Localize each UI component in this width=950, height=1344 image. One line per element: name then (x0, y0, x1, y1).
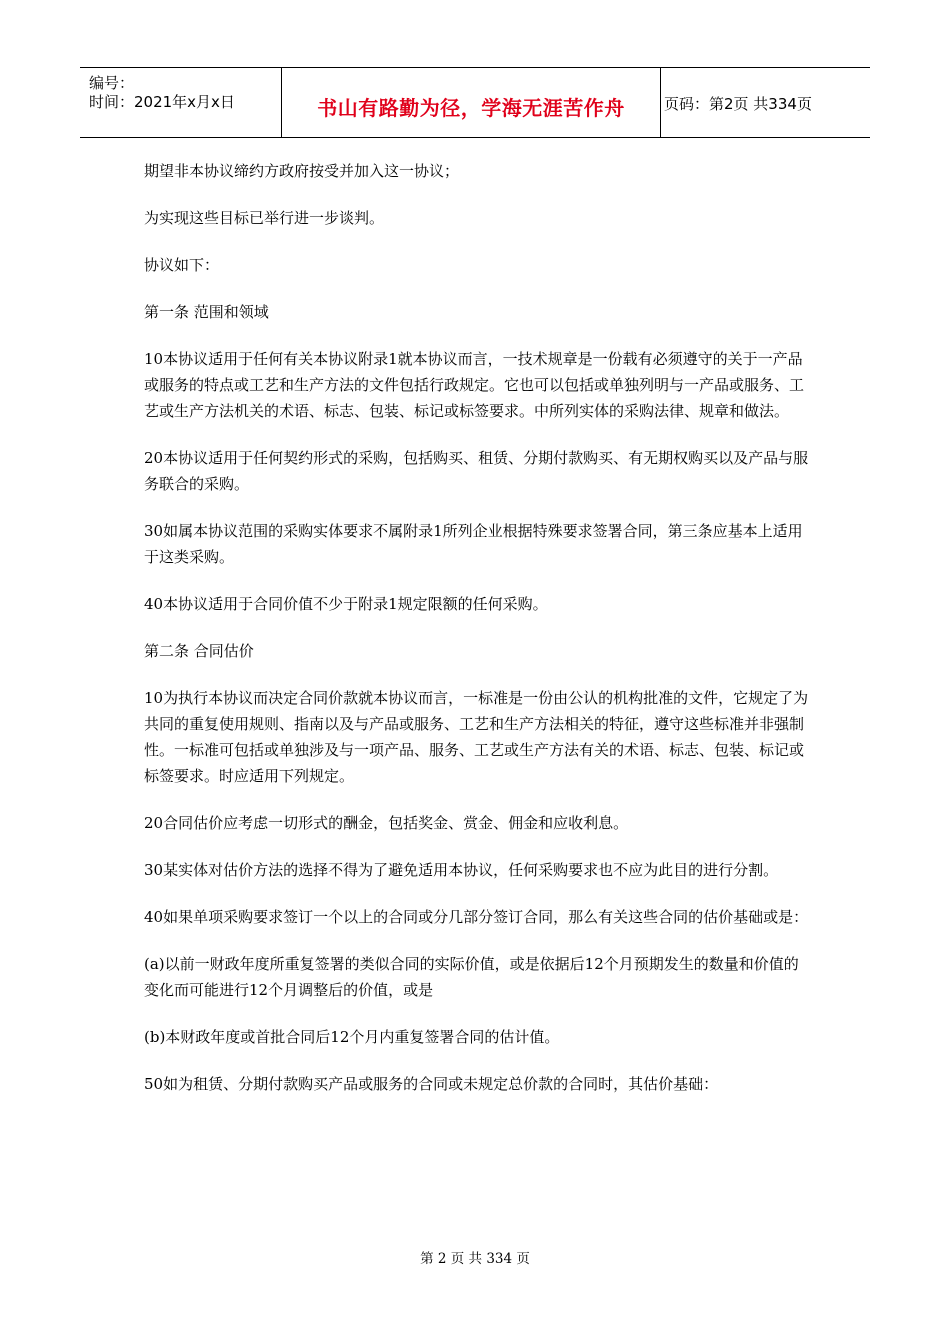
paragraph: 协议如下： (144, 256, 220, 274)
paragraph: 30某实体对估价方法的选择不得为了避免适用本协议，任何采购要求也不应为此目的进行分割。 (144, 861, 779, 879)
paragraph: 20本协议适用于任何契约形式的采购，包括购买、租赁、分期付款购买、有无期权购买以及产品与服务联合的采购。 (144, 449, 809, 493)
paragraph: (a)以前一财政年度所重复签署的类似合同的实际价值，或是依据后12个月预期发生的数量和价值的变化而可能进行12个月调整后的价值，或是 (144, 955, 799, 999)
paragraph: 20合同估价应考虑一切形式的酬金，包括奖金、赏金、佣金和应收利息。 (144, 814, 629, 832)
page-footer: 第 2 页 共 334 页 (420, 1251, 530, 1267)
paragraph: 10本协议适用于任何有关本协议附录1就本协议而言，一技术规章是一份载有必须遵守的关于一产品或服务的特点或工艺和生产方法的文件包括行政规定。它也可以包括或单独列明与一产品或服务、工艺或生产方法机关的术语、标志、包装、标记或标签要求。中所列实体的采购法律、规章和做法。 (144, 350, 805, 420)
header-page-info: 页码：第2页 共334页 (664, 95, 812, 113)
header-motto: 书山有路勤为径，学海无涯苦作舟 (317, 96, 625, 120)
header-center-cell (282, 68, 661, 137)
paragraph: 50如为租赁、分期付款购买产品或服务的合同或未规定总价款的合同时，其估价基础： (144, 1075, 719, 1093)
paragraph: 30如属本协议范围的采购实体要求不属附录1所列企业根据特殊要求签署合同，第三条应基本上适用于这类采购。 (144, 522, 803, 566)
section-heading: 第二条 合同估价 (144, 642, 254, 660)
paragraph: 40如果单项采购要求签订一个以上的合同或分几部分签订合同，那么有关这些合同的估价基础或是： (144, 908, 809, 926)
page-header (80, 67, 870, 138)
header-right-cell (661, 68, 870, 137)
paragraph: 期望非本协议缔约方政府按受并加入这一协议； (144, 162, 460, 180)
section-heading: 第一条 范围和领域 (144, 303, 269, 321)
paragraph: 为实现这些目标已举行进一步谈判。 (144, 209, 385, 227)
document-number-label: 编号： (89, 74, 135, 92)
document-date-label: 时间：2021年x月x日 (89, 93, 235, 111)
paragraph: 10为执行本协议而决定合同价款就本协议而言，一标准是一份由公认的机构批准的文件，它规定了为共同的重复使用规则、指南以及与产品或服务、工艺和生产方法相关的特征，遵守这些标准并非强制性。一标准可包括或单独涉及与一项产品、服务、工艺或生产方法有关的术语、标志、包装、标记或标签要求。时应适用下列规定。 (144, 689, 809, 785)
paragraph: 40本协议适用于合同价值不少于附录1规定限额的任何采购。 (144, 595, 548, 613)
paragraph: (b)本财政年度或首批合同后12个月内重复签署合同的估计值。 (144, 1028, 560, 1046)
header-left-cell (80, 68, 282, 137)
document-body (144, 158, 812, 1118)
